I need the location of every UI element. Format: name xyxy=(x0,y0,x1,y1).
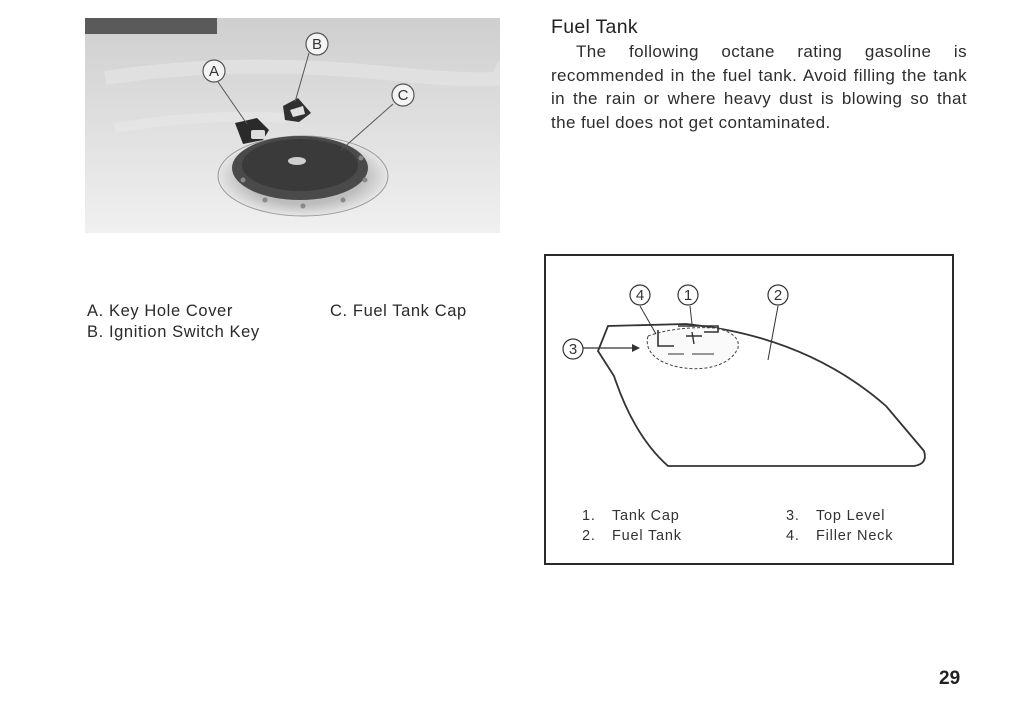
legend-item: 1. Tank Cap xyxy=(582,508,680,524)
diagram-callout-4: 4 xyxy=(635,287,645,304)
caption-key-hole-cover: A. Key Hole Cover xyxy=(87,302,233,320)
caption-ignition-switch-key: B. Ignition Switch Key xyxy=(87,323,260,341)
section-body: The following octane rating gasoline is recommended in the fuel tank. Avoid filling the tank in the rain or where heavy dust is blowing so that the fuel does not get contaminated. xyxy=(551,42,967,132)
callout-c: C xyxy=(397,87,409,104)
diagram-callout-2: 2 xyxy=(773,287,783,304)
legend-item: 3. Top Level xyxy=(786,508,886,524)
page-number: 29 xyxy=(939,668,961,689)
callout-b: B xyxy=(311,36,323,53)
diagram-callout-3: 3 xyxy=(568,341,578,358)
diagram-legend-right xyxy=(786,506,893,546)
caption-fuel-tank-cap: C. Fuel Tank Cap xyxy=(330,302,467,320)
diagram-callout-1: 1 xyxy=(683,287,693,304)
callout-a: A xyxy=(208,63,220,80)
photo-captions xyxy=(87,301,467,343)
diagram-legend-left xyxy=(582,506,682,546)
fuel-tank-diagram xyxy=(544,254,954,565)
fuel-cap-photo xyxy=(85,18,500,233)
legend-item: 2. Fuel Tank xyxy=(582,528,682,544)
fuel-tank-section xyxy=(551,16,967,134)
legend-item: 4. Filler Neck xyxy=(786,528,894,544)
tank-outline xyxy=(598,324,925,466)
section-title: Fuel Tank xyxy=(551,16,638,38)
